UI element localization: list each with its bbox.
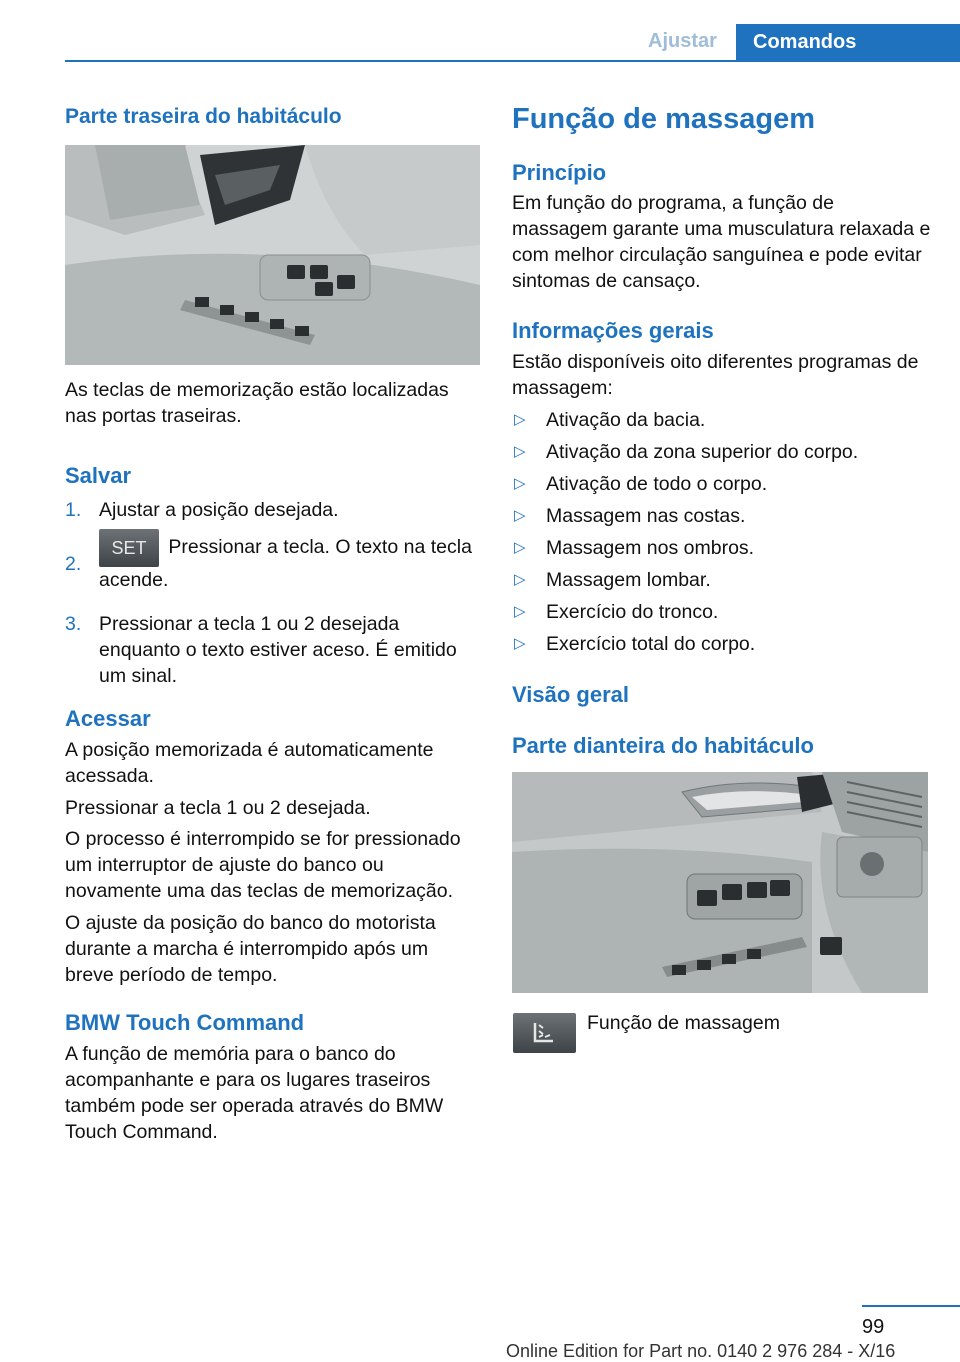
triangle-right-icon: ▷ — [514, 475, 526, 492]
massage-title: Função de massagem — [512, 103, 815, 135]
header-rule — [65, 60, 960, 62]
program-text: Ativação da bacia. — [546, 409, 706, 431]
step-text: Pressionar a tecla. O texto na tecla acende. — [99, 536, 472, 591]
step-number: 1. — [65, 499, 82, 521]
save-heading: Salvar — [65, 463, 132, 488]
access-paragraph: O processo é interrompido se for pressionado um interruptor de ajuste do banco ou novamente uma das teclas de memorização. — [65, 828, 461, 902]
rear-door-illustration — [65, 145, 480, 365]
save-step — [65, 611, 480, 691]
massage-icon-label: Função de massagem — [587, 1012, 780, 1034]
rear-door-photo — [65, 145, 480, 365]
program-text: Exercício total do corpo. — [546, 633, 756, 655]
save-step — [65, 497, 480, 529]
triangle-right-icon: ▷ — [514, 443, 526, 460]
save-steps — [65, 497, 480, 691]
program-item — [512, 471, 932, 503]
overview-heading: Visão geral — [512, 682, 629, 707]
triangle-right-icon: ▷ — [514, 571, 526, 588]
program-text: Ativação da zona superior do corpo. — [546, 441, 859, 463]
touch-command-heading: BMW Touch Command — [65, 1010, 305, 1035]
principle-heading: Princípio — [512, 160, 607, 185]
program-item — [512, 407, 932, 439]
access-paragraph: Pressionar a tecla 1 ou 2 desejada. — [65, 797, 371, 819]
rear-cabin-heading: Parte traseira do habitáculo — [65, 105, 342, 128]
program-item — [512, 535, 932, 567]
step-number: 3. — [65, 613, 82, 635]
step-number: 2. — [65, 553, 82, 575]
header-tab-comandos: Comandos — [736, 24, 960, 61]
page-number: 99 — [862, 1316, 885, 1338]
access-heading: Acessar — [65, 706, 151, 731]
principle-text: Em função do programa, a função de massagem garante uma musculatura relaxada e com melhor circulação sanguínea e pode evitar sintomas de cansaço. — [512, 192, 931, 292]
triangle-right-icon: ▷ — [514, 603, 526, 620]
edition-note: Online Edition for Part no. 0140 2 976 284 - X/16 — [506, 1341, 896, 1361]
triangle-right-icon: ▷ — [514, 635, 526, 652]
program-item — [512, 599, 932, 631]
info-text: Estão disponíveis oito diferentes programas de massagem: — [512, 351, 919, 399]
touch-command-paragraph: A função de memória para o banco do acompanhante e para os lugares traseiros também pode ser operada através do BMW Touch Command. — [65, 1043, 444, 1143]
access-paragraph: O ajuste da posição do banco do motorista durante a marcha é interrompido após um breve período de tempo. — [65, 912, 436, 986]
triangle-right-icon: ▷ — [514, 539, 526, 556]
save-step — [65, 529, 480, 611]
program-text: Ativação de todo o corpo. — [546, 473, 768, 495]
seat-massage-glyph — [513, 1013, 576, 1053]
program-text: Massagem lombar. — [546, 569, 711, 591]
info-heading: Informações gerais — [512, 318, 714, 343]
step-text: Pressionar a tecla 1 ou 2 desejada enquanto o texto estiver aceso. É emitido um sinal. — [99, 613, 457, 687]
program-text: Exercício do tronco. — [546, 601, 719, 623]
triangle-right-icon: ▷ — [514, 507, 526, 524]
triangle-right-icon: ▷ — [514, 411, 526, 428]
rear-caption: As teclas de memorização estão localizadas nas portas traseiras. — [65, 379, 449, 427]
massage-program-list — [512, 407, 932, 663]
program-text: Massagem nas costas. — [546, 505, 746, 527]
footer-rule — [862, 1305, 960, 1307]
program-item — [512, 439, 932, 471]
header-tab-ajustar: Ajustar — [648, 30, 717, 52]
program-item — [512, 503, 932, 535]
step-text: Ajustar a posição desejada. — [99, 499, 339, 521]
front-cabin-heading: Parte dianteira do habitáculo — [512, 733, 814, 758]
front-door-illustration — [512, 772, 928, 993]
program-item — [512, 567, 932, 599]
seat-massage-icon — [513, 1013, 576, 1053]
program-item — [512, 631, 932, 663]
access-paragraph: A posição memorizada é automaticamente acessada. — [65, 739, 434, 787]
front-door-photo — [512, 772, 928, 993]
set-button-icon: SET — [99, 529, 159, 567]
program-text: Massagem nos ombros. — [546, 537, 755, 559]
